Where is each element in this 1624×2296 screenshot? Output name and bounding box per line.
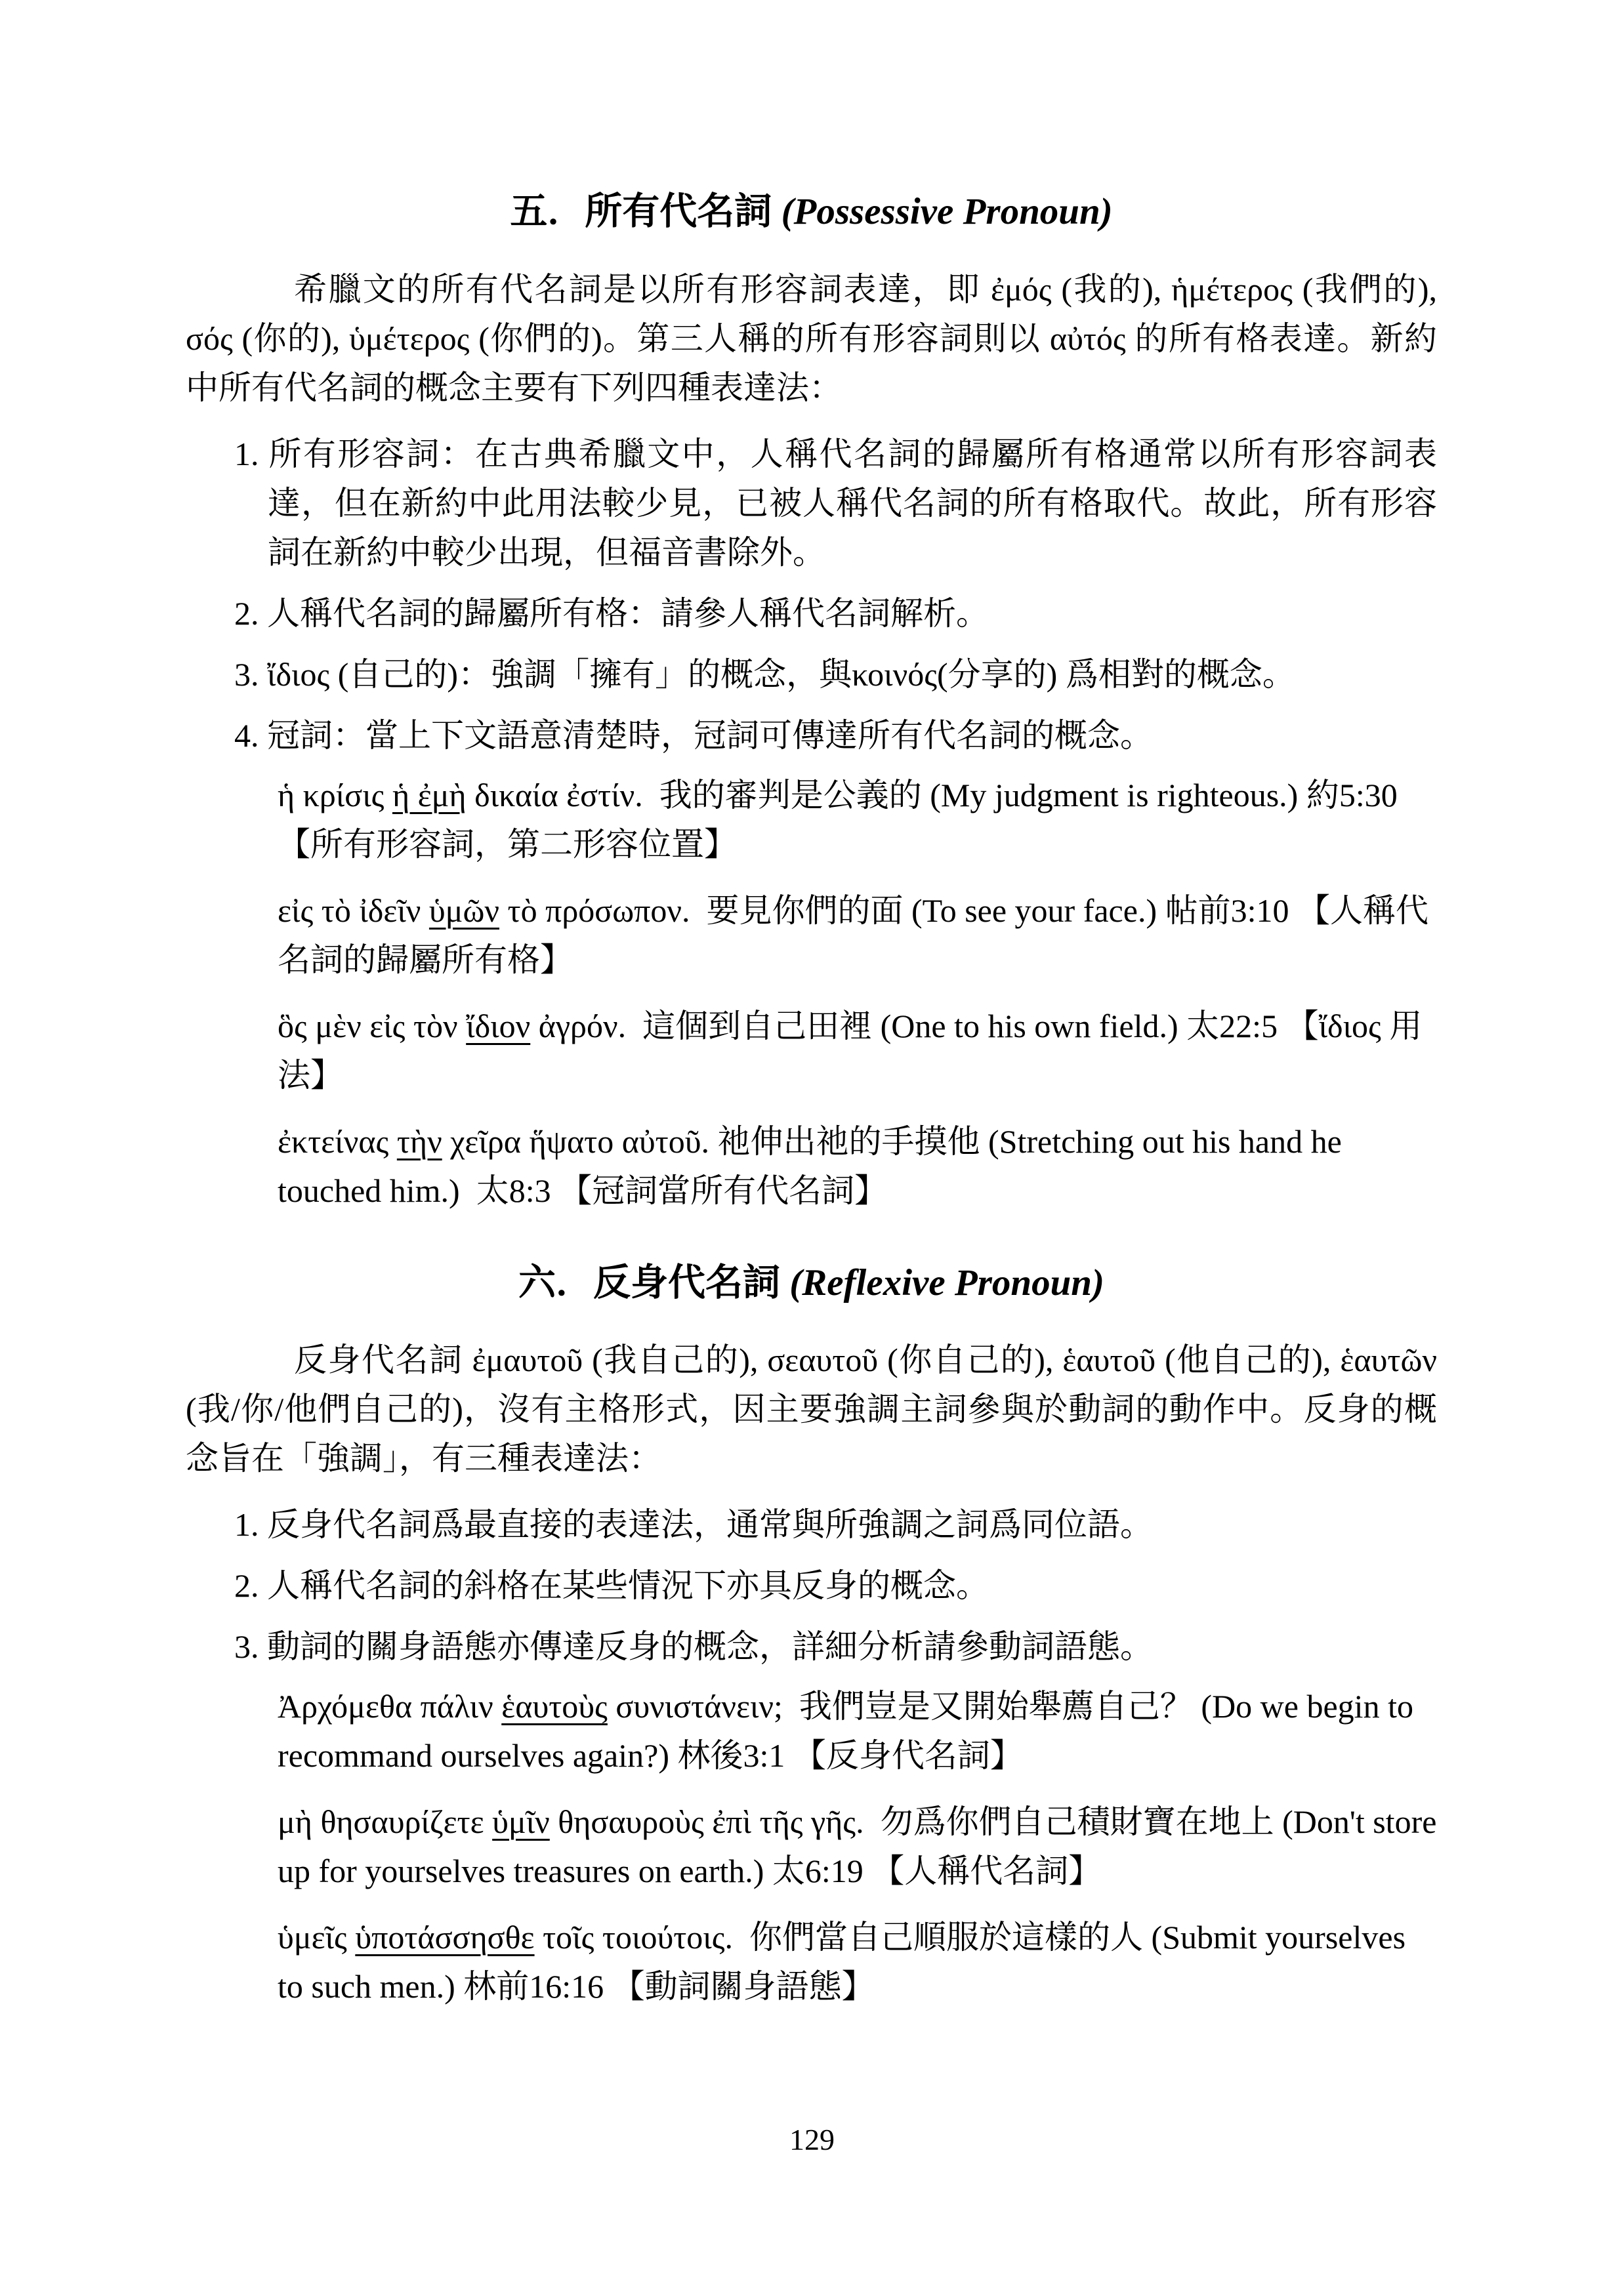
underlined-greek-word: ὑμῶν	[428, 892, 500, 929]
example-text: συνιστάνειν; 我們豈是又開始舉薦自己？ (Do we begin to recommand ourselves again?) 林後3:1 【反身代名詞】	[278, 1688, 1422, 1774]
list-text: ἴδιος (自己的)：強調「擁有」的概念，與κοινός(分享的) 爲相對的概念。	[267, 655, 1295, 693]
underlined-greek-word: ἡ ἐμὴ	[392, 776, 467, 813]
section6-example-1	[278, 1682, 1437, 1780]
greek-text: ἡ κρίσις	[278, 776, 392, 813]
section6-example-2	[278, 1797, 1445, 1896]
section5-heading-zh: 五．所有代名詞	[510, 191, 781, 232]
underlined-greek-word: ἴδιον	[466, 1007, 531, 1044]
section6-list-item-1	[186, 1500, 1437, 1549]
section5-example-1	[278, 771, 1437, 869]
page-content	[186, 190, 1445, 2028]
example-text: χεῖρα ἥψατο αὐτοῦ. 祂伸出祂的手摸他 (Stretching out his hand he touched him.) 太8:3 【冠詞當所有代名詞】	[278, 1122, 1350, 1209]
list-number: 2.	[234, 594, 259, 632]
example-text: δικαία ἐστίν. 我的審判是公義的 (My judgment is righteous.) 約5:30 【所有形容詞，第二形容位置】	[278, 776, 1406, 863]
section5-list-item-1	[186, 430, 1437, 577]
list-text: 人稱代名詞的歸屬所有格：請參人稱代名詞解析。	[267, 594, 989, 632]
section5-example-2	[278, 886, 1437, 985]
section5-list-item-4	[186, 711, 1437, 760]
list-number: 4.	[234, 716, 259, 754]
underlined-greek-word: ὑμῖν	[492, 1803, 550, 1841]
underlined-greek-word: ὑποτάσσησθε	[355, 1919, 535, 1956]
section6-heading-zh: 六．反身代名詞	[518, 1261, 790, 1303]
example-text: τὸ πρόσωπον. 要見你們的面 (To see your face.) 帖前3:10 【人稱代名詞的歸屬所有格】	[278, 892, 1428, 978]
section6-list-item-3	[186, 1622, 1437, 1671]
section5-example-3	[278, 1002, 1437, 1100]
list-text: 人稱代名詞的斜格在某些情況下亦具反身的概念。	[267, 1567, 989, 1605]
section5-intro-paragraph: 希臘文的所有代名詞是以所有形容詞表達，即 ἐμός (我的), ἡμέτερος (我們的), σός (你的), ὑμέτερος (你們的)。第三人稱的所有形容詞則以 αὐτός 的所有格表達。新約中所有代名詞的概念主要有下列四種表達法：	[186, 270, 1437, 406]
example-text: θησαυροὺς ἐπὶ τῆς γῆς. 勿爲你們自己積財寶在地上 (Don't store up for yourselves treasures on earth.) 太6:19 【人稱代名詞】	[278, 1803, 1445, 1890]
list-text: 所有形容詞：在古典希臘文中，人稱代名詞的歸屬所有格通常以所有形容詞表達，但在新約中此用法較少見，已被人稱代名詞的所有格取代。故此，所有形容詞在新約中較少出現，但福音書除外。	[268, 435, 1438, 571]
underlined-greek-word: τὴν	[396, 1122, 442, 1160]
list-number: 3.	[234, 1628, 259, 1666]
list-text: 反身代名詞爲最直接的表達法，通常與所強調之詞爲同位語。	[267, 1506, 1153, 1544]
section5-list-item-2	[186, 589, 1437, 638]
example-text: ἀγρόν. 這個到自己田裡 (One to his own field.) 太22:5 【ἴδιος 用法】	[278, 1007, 1423, 1094]
section6-intro-paragraph: 反身代名詞 ἐμαυτοῦ (我自己的), σεαυτοῦ (你自己的), ἑαυτοῦ (他自己的), ἑαυτῶν (我/你/他們自己的)，沒有主格形式，因主要強調主詞參與於動詞的動作中。反身的概念旨在「強調」，有三種表達法：	[186, 1342, 1437, 1477]
section5-list-item-3	[186, 650, 1437, 699]
page-number: 129	[789, 2123, 835, 2156]
section6-example-3	[278, 1913, 1437, 2011]
underlined-greek-word: ἑαυτοὺς	[501, 1688, 608, 1725]
list-number: 2.	[234, 1567, 259, 1605]
section5-heading	[186, 190, 1437, 234]
greek-text: ἐκτείνας	[278, 1122, 397, 1160]
example-text: τοῖς τοιούτοις. 你們當自己順服於這樣的人 (Submit yourselves to such men.) 林前16:16 【動詞關身語態】	[278, 1919, 1414, 2005]
list-number: 3.	[234, 655, 259, 693]
greek-text: μὴ θησαυρίζετε	[278, 1803, 493, 1841]
greek-text: Ἀρχόμεθα πάλιν	[278, 1688, 502, 1725]
list-number: 1.	[234, 435, 259, 472]
list-text: 冠詞：當上下文語意清楚時，冠詞可傳達所有代名詞的概念。	[267, 716, 1153, 754]
greek-text: ὃς μὲν εἰς τὸν	[278, 1007, 467, 1044]
list-number: 1.	[234, 1506, 259, 1544]
greek-text: ὑμεῖς	[278, 1919, 356, 1956]
section6-heading	[186, 1261, 1437, 1305]
greek-text: εἰς τὸ ἰδεῖν	[278, 892, 429, 929]
section5-heading-en: (Possessive Pronoun)	[781, 191, 1113, 232]
section6-heading-en: (Reflexive Pronoun)	[789, 1261, 1104, 1303]
list-text: 動詞的關身語態亦傳達反身的概念，詳細分析請參動詞語態。	[267, 1628, 1153, 1666]
section5-example-4	[278, 1117, 1437, 1216]
section6-list-item-2	[186, 1561, 1437, 1610]
